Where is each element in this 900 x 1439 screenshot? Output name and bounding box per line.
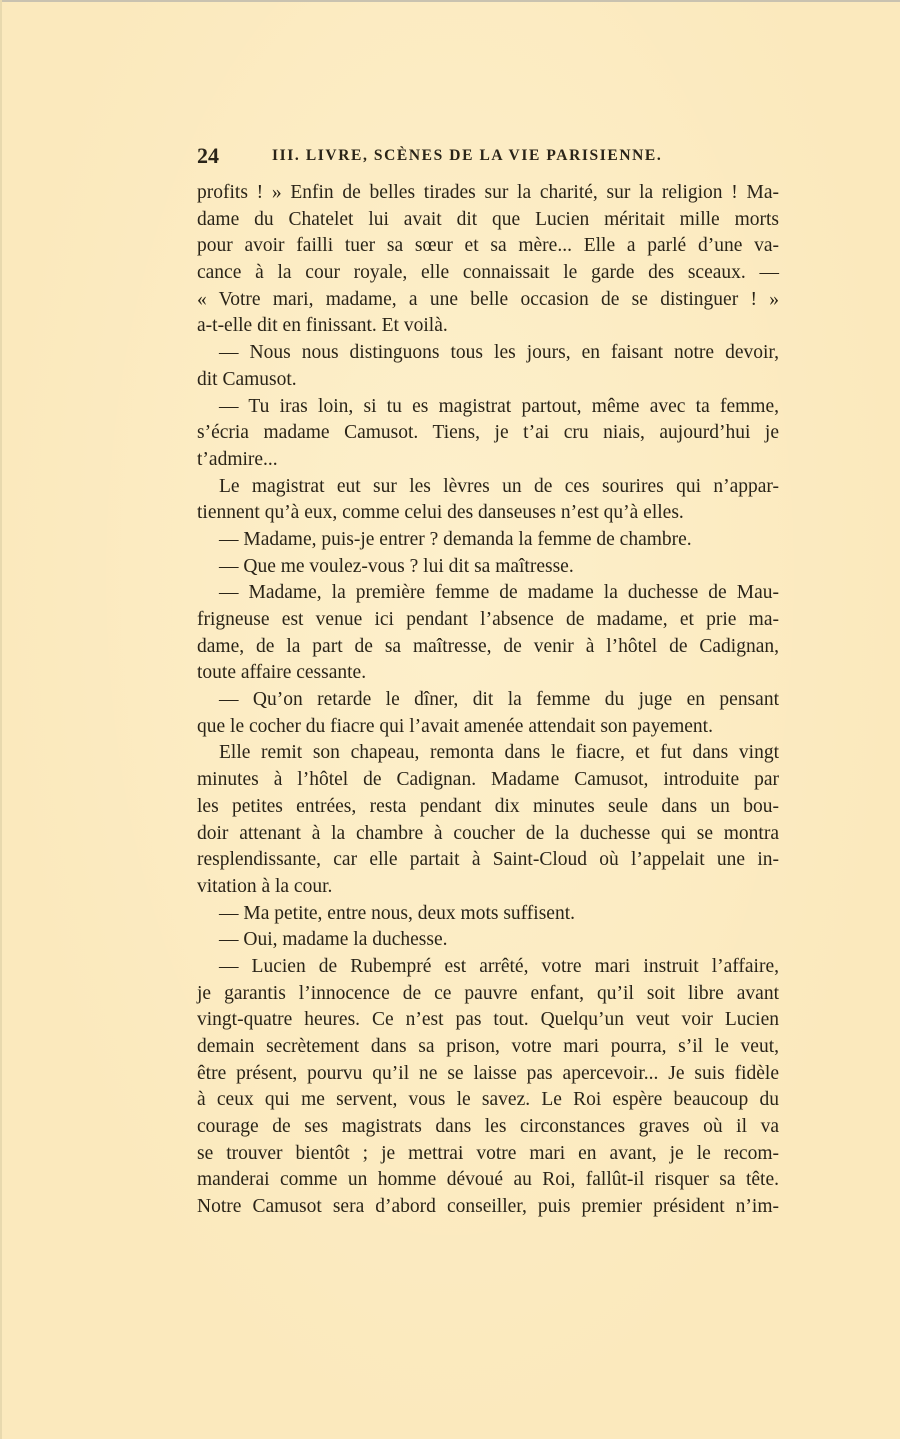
text-line: — Madame, la première femme de madame la duchesse de Mau- xyxy=(219,582,779,604)
text-line: dit Camusot. xyxy=(197,368,297,390)
text-line: — Tu iras loin, si tu es magistrat partout, même avec ta femme, xyxy=(219,395,779,417)
text-line: manderai comme un homme dévoué au Roi, fallût-il risquer sa tête. xyxy=(197,1169,779,1191)
text-line: — Oui, madame la duchesse. xyxy=(219,929,448,951)
text-line: dame, de la part de sa maîtresse, de venir à l’hôtel de Cadignan, xyxy=(197,635,779,657)
text-line: doir attenant à la chambre à coucher de la duchesse qui se montra xyxy=(197,822,779,844)
text-line: tiennent qu’à eux, comme celui des danseuses n’est qu’à elles. xyxy=(197,502,684,524)
page-body-text xyxy=(197,180,779,1221)
text-line: demain secrètement dans sa prison, votre mari pourra, s’il le veut, xyxy=(197,1036,779,1057)
text-line: resplendissante, car elle partait à Saint-Cloud où l’appelait une in- xyxy=(197,849,779,871)
text-line: être présent, pourvu qu’il ne se laisse pas apercevoir... Je suis fidèle xyxy=(197,1062,779,1084)
text-line: — Que me voulez-vous ? lui dit sa maîtresse. xyxy=(219,555,574,577)
text-line: à ceux qui me servent, vous le savez. Le Roi espère beaucoup du xyxy=(197,1089,779,1111)
text-line: Notre Camusot sera d’abord conseiller, puis premier président n’im- xyxy=(197,1196,779,1218)
text-line: t’admire... xyxy=(197,448,278,470)
text-line: se trouver bientôt ; je mettrai votre mari en avant, je le recom- xyxy=(197,1142,779,1164)
text-line: « Votre mari, madame, a une belle occasion de se distinguer ! » xyxy=(197,288,779,310)
page-header xyxy=(197,140,779,172)
text-line: que le cocher du fiacre qui l’avait amenée attendait son payement. xyxy=(197,715,713,737)
text-line: dame du Chatelet lui avait dit que Lucien méritait mille morts xyxy=(197,208,779,230)
text-line: — Madame, puis-je entrer ? demanda la femme de chambre. xyxy=(219,528,692,550)
text-line: — Nous nous distinguons tous les jours, en faisant notre devoir, xyxy=(219,342,779,364)
text-line: a-t-elle dit en finissant. Et voilà. xyxy=(197,315,448,337)
page-number: 24 xyxy=(197,143,219,168)
text-line: je garantis l’innocence de ce pauvre enfant, qu’il soit libre avant xyxy=(197,982,779,1004)
text-line: minutes à l’hôtel de Cadignan. Madame Camusot, introduite par xyxy=(197,769,779,791)
text-line: courage de ses magistrats dans les circonstances graves où il va xyxy=(197,1116,779,1138)
text-line: Elle remit son chapeau, remonta dans le fiacre, et fut dans vingt xyxy=(219,742,779,764)
text-line: profits ! » Enfin de belles tirades sur la charité, sur la religion ! Ma- xyxy=(197,182,779,203)
text-line: toute affaire cessante. xyxy=(197,662,367,684)
text-line: Le magistrat eut sur les lèvres un de ces sourires qui n’appar- xyxy=(219,475,779,497)
scan-top-edge xyxy=(0,0,900,2)
scan-left-edge xyxy=(0,0,2,1439)
text-line: pour avoir failli tuer sa sœur et sa mère... Elle a parlé d’une va- xyxy=(197,235,779,257)
text-line: vitation à la cour. xyxy=(197,875,333,897)
text-line: — Ma petite, entre nous, deux mots suffisent. xyxy=(219,902,575,924)
text-line: — Lucien de Rubempré est arrêté, votre mari instruit l’affaire, xyxy=(219,955,779,977)
running-head: III. LIVRE, SCÈNES DE LA VIE PARISIENNE. xyxy=(272,147,663,164)
text-line: les petites entrées, resta pendant dix minutes seule dans un bou- xyxy=(197,795,779,817)
text-line: frigneuse est venue ici pendant l’absence de madame, et prie ma- xyxy=(197,609,779,630)
text-line: s’écria madame Camusot. Tiens, je t’ai cru niais, aujourd’hui je xyxy=(197,422,779,444)
text-line: vingt-quatre heures. Ce n’est pas tout. Quelqu’un veut voir Lucien xyxy=(197,1009,779,1031)
book-page xyxy=(197,140,779,1218)
text-line: — Qu’on retarde le dîner, dit la femme du juge en pensant xyxy=(219,689,779,711)
text-line: cance à la cour royale, elle connaissait le garde des sceaux. — xyxy=(197,262,779,284)
